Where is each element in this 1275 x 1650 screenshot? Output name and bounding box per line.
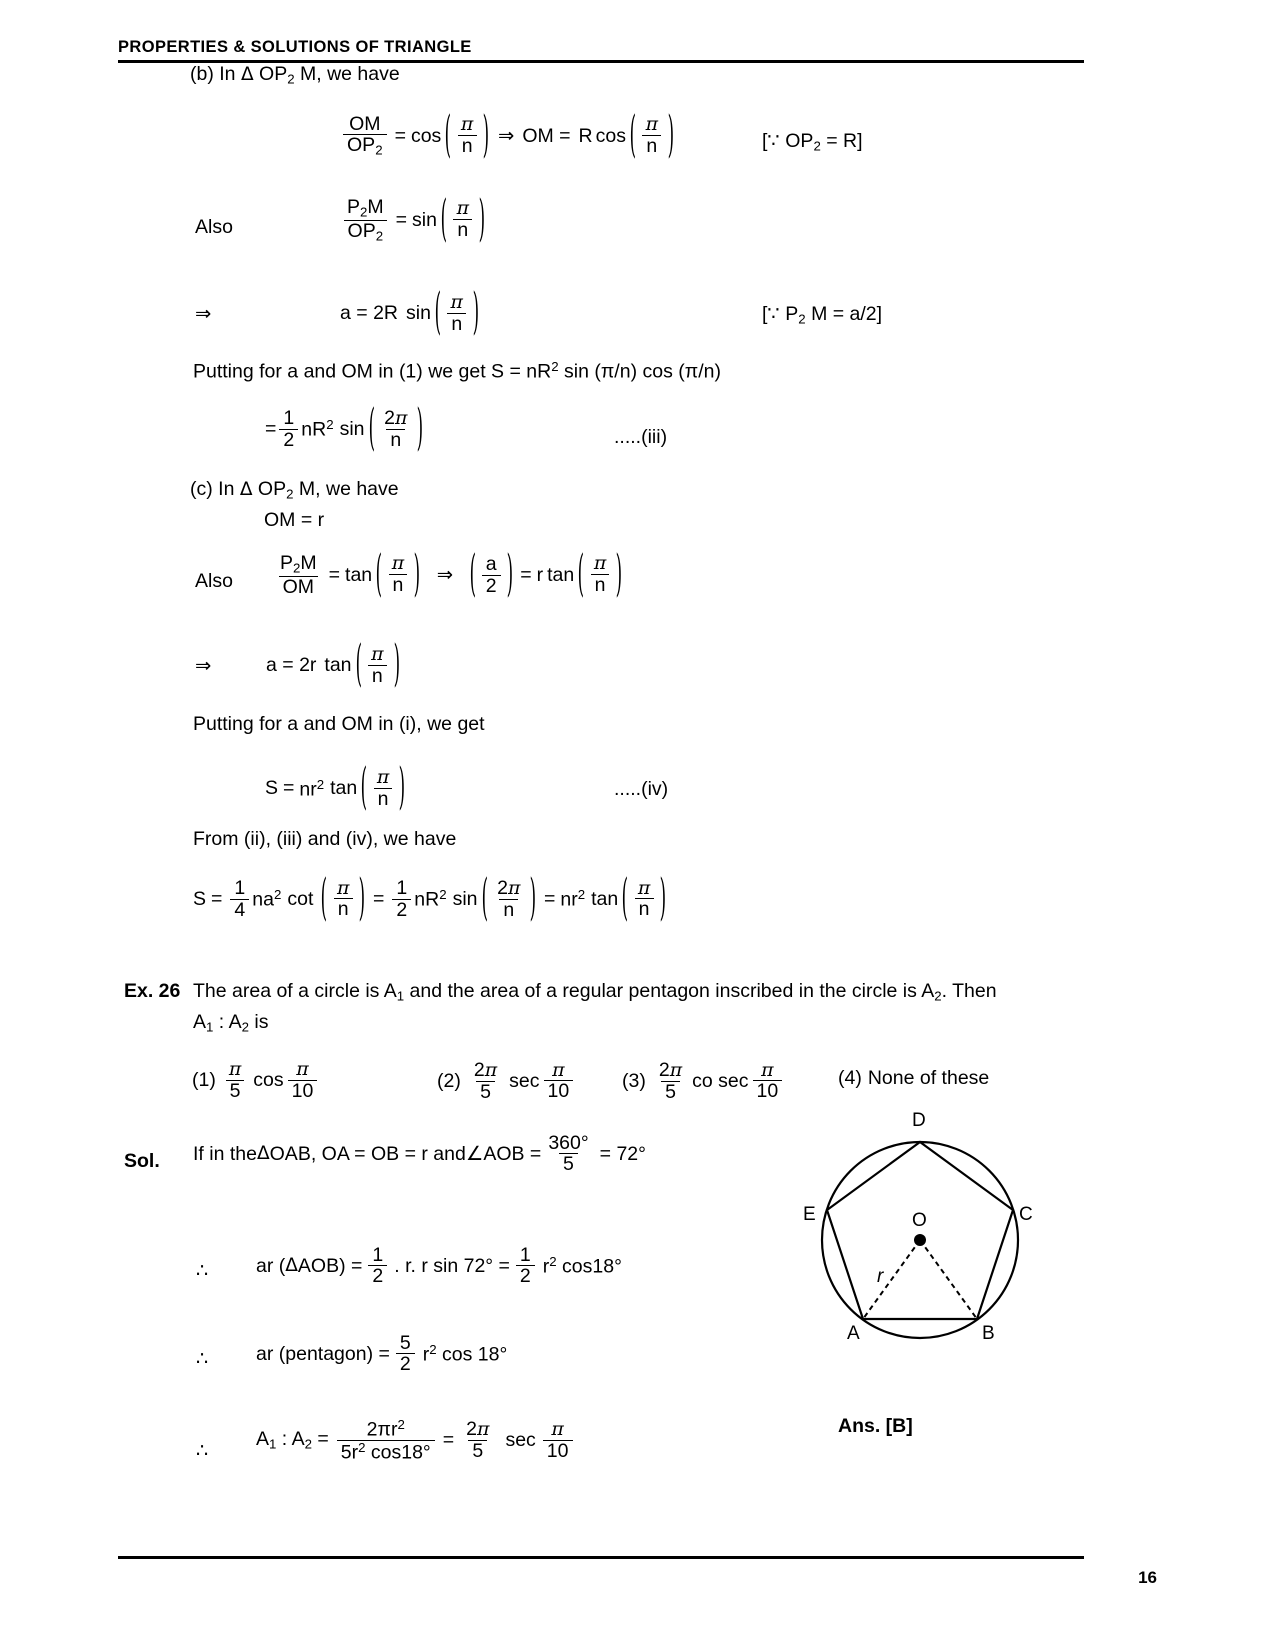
subscript-2: 2	[287, 71, 295, 87]
frac-denominator: 4	[230, 899, 249, 920]
radius-line-OA	[863, 1240, 920, 1319]
frac-numerator: $P_2M$	[347, 196, 384, 220]
equation-p2m-over-op2	[340, 188, 488, 248]
therefore-symbol-1: ∴	[196, 1259, 209, 1282]
left-paren: (	[577, 543, 585, 603]
right-paren: )	[506, 543, 513, 603]
solution-label: Sol.	[124, 1150, 160, 1172]
triangle-symbol: Δ	[240, 64, 254, 85]
right-paren: )	[398, 757, 406, 817]
r-squared-cos18: $r^2$ cos 18°	[422, 1342, 508, 1366]
frac-denominator: 10	[543, 1440, 573, 1461]
frac-numerator: 1	[372, 1244, 384, 1266]
equation-tag-iii: .....(iii)	[614, 426, 668, 448]
part-b-intro-prefix: (b) In	[190, 63, 241, 85]
variable-n: n	[389, 574, 408, 595]
frac-denominator: 5	[476, 1081, 495, 1102]
pi-symbol: π	[637, 876, 651, 899]
variable-n: n	[591, 574, 610, 595]
pi-symbol: π	[460, 113, 474, 136]
tan-function: tan	[330, 777, 358, 800]
part-c-intro: (c) In Δ $OP_2$ M, we have	[190, 478, 399, 502]
vertex-label-D: D	[912, 1110, 926, 1131]
from-line: From (ii), (iii) and (iv), we have	[193, 828, 457, 850]
variable-n: n	[447, 313, 466, 334]
frac-numerator: 1	[519, 1244, 531, 1266]
two-pi: 2π	[384, 407, 408, 429]
nr-squared: $nr^2$	[299, 776, 325, 801]
option-number: (2)	[437, 1069, 461, 1092]
cosec-function: co sec	[692, 1069, 749, 1092]
pi-symbol: π	[376, 766, 390, 788]
frac-denominator: 10	[544, 1080, 574, 1101]
vertex-label-C: C	[1019, 1204, 1033, 1225]
variable-n: n	[374, 788, 393, 809]
left-paren: (	[481, 868, 488, 927]
option-text: None of these	[867, 1067, 990, 1089]
frac-denominator: 2	[516, 1265, 535, 1286]
frac-numerator: 1	[234, 877, 246, 900]
footer-rule	[118, 1556, 1084, 1559]
left-paren: (	[621, 868, 629, 927]
option-number: (3)	[622, 1069, 646, 1092]
frac-numerator: a	[485, 553, 497, 576]
cot-function: cot	[287, 887, 314, 910]
equation-a-equals-2R-sin	[340, 282, 482, 342]
frac-denominator: 2	[396, 1353, 415, 1374]
sin-function: sin	[339, 417, 365, 440]
frac-numerator: 2π	[658, 1059, 683, 1081]
radius-line-OB	[920, 1240, 977, 1319]
therefore-symbol-3: ∴	[196, 1439, 209, 1462]
frac-denominator: 5	[468, 1440, 487, 1461]
frac-denominator: 2	[482, 575, 501, 596]
equation-a-equals-2r-tan	[266, 634, 402, 694]
frac-numerator: 2π	[466, 1418, 490, 1441]
example-statement-line2: $A_1$ : $A_2$ is	[193, 1011, 269, 1035]
note-op2-equals-R: [∵ $OP_2 = R$]	[762, 129, 863, 154]
triangle-symbol: Δ	[256, 1143, 270, 1165]
frac-denominator: 5	[559, 1153, 578, 1174]
equals-sign: =	[394, 124, 406, 147]
frac-denominator: $OP_2$	[343, 134, 387, 158]
sin-function: sin	[406, 302, 431, 325]
variable-n: n	[386, 429, 405, 450]
equation-iii	[265, 398, 426, 457]
option-number: (4)	[838, 1067, 862, 1089]
variable-n: n	[635, 898, 654, 919]
vertex-label-B: B	[982, 1323, 995, 1344]
frac-denominator: OM	[279, 576, 318, 597]
right-paren: )	[659, 868, 667, 927]
putting-line-1: Putting for a and OM in (1) we get $S = nR^2$ sin (π/n) cos (π/n)	[193, 359, 721, 383]
implies-symbol-1: ⇒	[195, 302, 212, 325]
tan-function: tan	[591, 887, 619, 910]
note-p2m-equals-a-over-2: [∵ $P_2$ M = a/2]	[762, 302, 883, 327]
equals-sign: =	[265, 417, 277, 440]
equals-sign: =	[395, 208, 408, 231]
left-paren: (	[469, 543, 477, 603]
implies-symbol: ⇒	[436, 562, 454, 586]
answer-label: Ans. [B]	[838, 1415, 913, 1437]
equation-final-combined	[193, 868, 669, 927]
triangle-symbol: Δ	[239, 479, 253, 500]
variable-n: n	[453, 219, 472, 240]
equation-iv	[265, 757, 408, 817]
left-paren: (	[360, 757, 368, 817]
frac-numerator: $P_2M$	[280, 552, 317, 576]
left-paren: (	[444, 104, 452, 164]
sin-function: sin	[412, 208, 437, 231]
option-number: (1)	[192, 1069, 216, 1092]
equals-sign: =	[442, 1429, 455, 1452]
frac-denominator: 5	[661, 1081, 680, 1102]
right-paren: )	[482, 104, 490, 164]
page-header-title: PROPERTIES & SOLUTIONS OF TRIANGLE	[118, 38, 472, 56]
vertex-label-E: E	[803, 1204, 816, 1225]
pentagon-diagram-svg	[800, 1120, 1040, 1370]
om-equals-r: OM = r	[264, 509, 325, 531]
example-label: Ex. 26	[124, 980, 181, 1002]
frac-denominator: $5r^2$ cos18°	[337, 1440, 435, 1463]
pi-symbol: π	[336, 876, 350, 899]
variable-n: n	[368, 665, 387, 686]
tan-function: tan	[345, 563, 373, 586]
equation-tag-iv: .....(iv)	[614, 778, 669, 800]
variable-r: r	[536, 563, 544, 586]
triangle-symbol: Δ	[285, 1255, 298, 1277]
frac-denominator: 2	[368, 1265, 387, 1286]
pi-symbol: π	[391, 552, 405, 575]
therefore-symbol-2: ∴	[196, 1347, 209, 1370]
frac-numerator: 360°	[548, 1132, 589, 1154]
sec-function: sec	[509, 1069, 540, 1092]
nR-squared: $nR^2$	[414, 887, 447, 911]
frac-numerator: 5	[399, 1332, 411, 1354]
pi-symbol: π	[456, 197, 470, 220]
S-label: S	[265, 777, 279, 800]
right-paren: )	[358, 868, 366, 927]
S-label: S	[193, 887, 207, 910]
A1-colon-A2: $A_1$ : $A_2$ =	[256, 1428, 329, 1453]
equals-sign: =	[373, 887, 385, 910]
solution-step-area-aob: ar ( Δ AOB) = $\frac{1}{2}$ . r. r sin 72° = $\frac{1}{2}$ $r^2$ cos18°	[256, 1244, 622, 1288]
frac-numerator: OM	[349, 113, 381, 135]
frac-numerator: $2\pi r^2$	[366, 1417, 405, 1441]
pi-symbol: π	[593, 552, 607, 575]
frac-numerator: 1	[283, 407, 295, 430]
implies-symbol: ⇒	[497, 123, 515, 147]
variable-n: n	[334, 898, 353, 919]
right-paren: )	[615, 543, 623, 603]
nr-squared: $nr^2$	[560, 887, 586, 911]
frac-numerator: π	[228, 1058, 242, 1080]
equals-sign: =	[283, 777, 295, 800]
r-squared-cos18: $r^2$ cos18°	[542, 1254, 622, 1278]
frac-denominator: 2	[392, 899, 411, 920]
tan-function-2: tan	[547, 563, 575, 586]
variable-n: n	[499, 899, 518, 920]
variable-n: n	[458, 135, 477, 156]
pi-symbol: π	[450, 291, 463, 313]
also-label-1: Also	[195, 216, 233, 238]
center-point-dot	[914, 1234, 926, 1246]
pi-symbol: π	[645, 113, 659, 136]
equals-sign: =	[520, 563, 532, 586]
frac-numerator: π	[761, 1058, 774, 1081]
part-b-intro-tail: M, we have	[294, 63, 400, 85]
because-symbol: ∵	[767, 129, 780, 152]
page-number: 16	[1138, 1568, 1157, 1587]
part-b-intro-suffix: OP	[253, 63, 288, 85]
frac-numerator: π	[552, 1058, 565, 1081]
cos-function: cos	[410, 124, 442, 147]
left-paren: (	[434, 282, 441, 342]
left-paren: (	[320, 868, 328, 927]
part-b-intro	[190, 63, 400, 87]
frac-denominator: 2	[279, 429, 298, 450]
sec-function: sec	[505, 1429, 536, 1452]
pi-symbol: π	[371, 643, 384, 665]
example-statement-line1: The area of a circle is $A_1$ and the area of a regular pentagon inscribed in the circle is $A_2$. Then	[193, 980, 997, 1004]
right-paren: )	[413, 543, 421, 603]
right-paren: )	[529, 868, 537, 927]
om-label: OM =	[522, 124, 571, 147]
frac-numerator: π	[296, 1058, 309, 1080]
putting-line-2: Putting for a and OM in (i), we get	[193, 713, 485, 735]
variable-n: n	[642, 135, 661, 156]
equation-om-over-op2	[340, 104, 677, 164]
right-paren: )	[416, 398, 424, 457]
right-paren: )	[667, 104, 675, 164]
frac-denominator: 10	[753, 1080, 783, 1101]
frac-denominator: $OP_2$	[344, 220, 388, 244]
frac-denominator: 10	[288, 1080, 318, 1101]
equals-sign: =	[544, 887, 556, 910]
cos-function: cos	[253, 1069, 284, 1092]
coefficient-R: R	[578, 124, 593, 147]
solution-step-ratio	[256, 1418, 576, 1463]
nR-squared: $nR^2$	[301, 417, 334, 441]
cos-function-2: cos	[595, 124, 626, 147]
a-equals-2R: a = 2R	[340, 302, 398, 325]
option-2[interactable]	[437, 1060, 576, 1102]
right-paren: )	[393, 634, 400, 694]
left-paren: (	[368, 398, 375, 457]
frac-numerator: π	[551, 1417, 564, 1440]
center-label-O: O	[912, 1210, 927, 1231]
solution-line-1: If in the Δ OAB, OA = OB = r and ∠ AOB = $\frac{360^\circ}{5}$ = 72°	[193, 1132, 646, 1176]
solution-step-area-pentagon: ar (pentagon) = $\frac{5}{2}$ $r^2$ cos 18°	[256, 1332, 508, 1376]
because-symbol: ∵	[767, 302, 780, 325]
equals-sign: =	[328, 563, 341, 586]
pentagon-in-circle-diagram	[800, 1110, 1040, 1370]
frac-denominator: 5	[226, 1080, 245, 1101]
angle-symbol: ∠	[465, 1141, 484, 1165]
radius-label-r: r	[877, 1266, 884, 1287]
na-squared: $na^2$	[252, 887, 282, 911]
two-pi: 2π	[497, 877, 521, 899]
implies-symbol-2: ⇒	[195, 654, 212, 677]
left-paren: (	[355, 634, 362, 694]
option-4[interactable]	[838, 1067, 989, 1089]
equation-p2m-over-om	[273, 543, 625, 603]
vertex-label-A: A	[847, 1323, 860, 1344]
left-paren: (	[440, 188, 448, 248]
option-3[interactable]	[622, 1060, 785, 1102]
equals-sign: =	[211, 887, 223, 910]
right-paren: )	[478, 188, 486, 248]
frac-numerator: 1	[396, 877, 408, 900]
left-paren: (	[629, 104, 637, 164]
sin-function: sin	[452, 887, 478, 910]
tan-function: tan	[324, 654, 352, 677]
left-paren: (	[375, 543, 383, 603]
frac-numerator: 2π	[473, 1059, 498, 1081]
right-paren: )	[472, 282, 480, 342]
option-1[interactable]	[192, 1060, 320, 1101]
also-label-2: Also	[195, 570, 233, 592]
a-equals-2r: a = 2r	[266, 654, 317, 677]
